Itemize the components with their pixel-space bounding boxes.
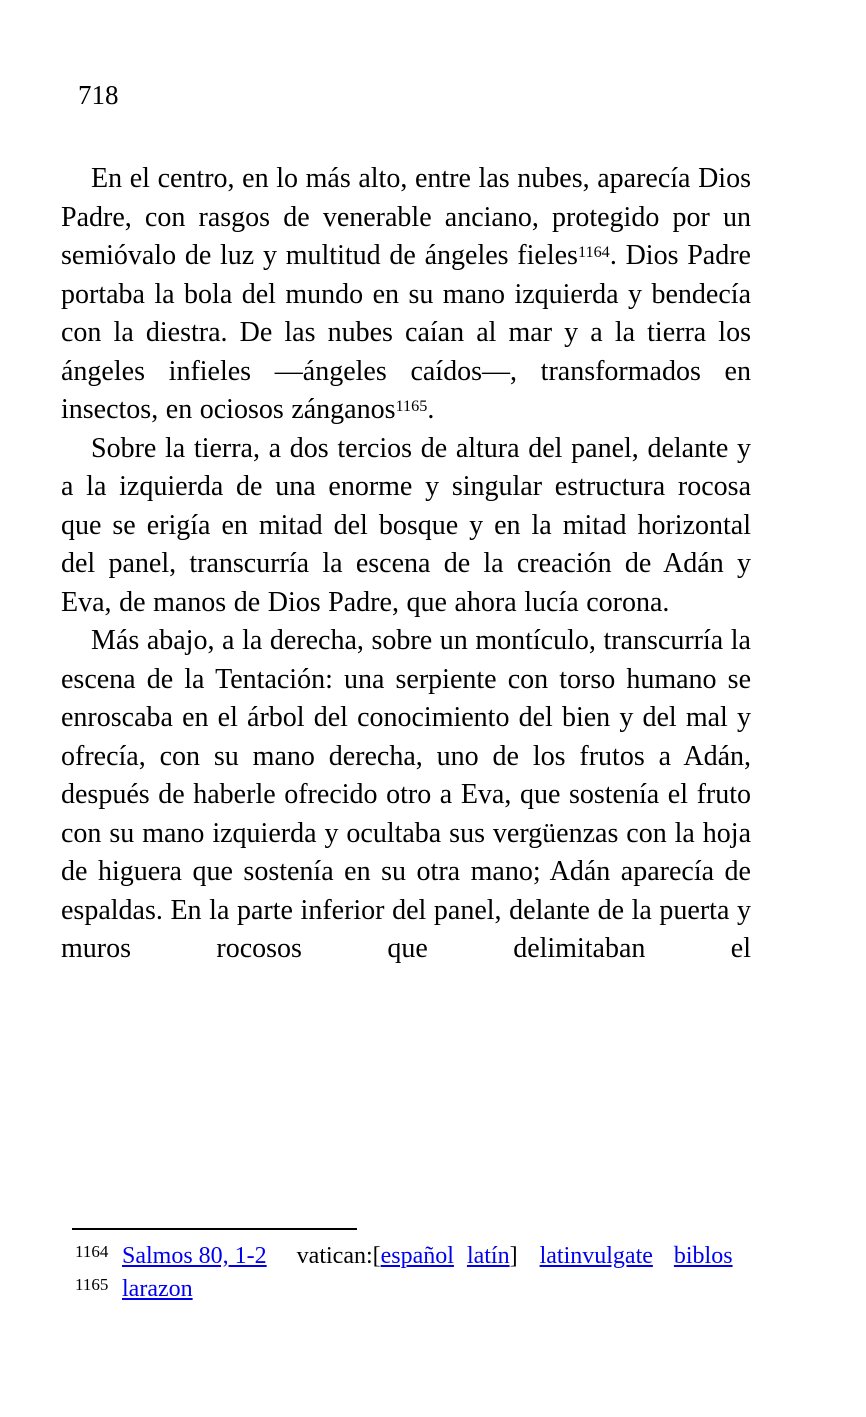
- link-espanol[interactable]: español: [380, 1243, 454, 1269]
- paragraph-1-segment-c: .: [427, 394, 435, 425]
- link-latinvulgate[interactable]: latinvulgate: [539, 1243, 653, 1269]
- paragraph-1-segment-b: . Dios Padre portaba la bola del mundo en su mano izquierda y bendecía con la diestra. De las nubes caían al mar y a la tierra los ángeles infieles —ángeles caídos—, transformados en insectos, en ociosos zánganos: [61, 240, 751, 425]
- footnote-ref-1165: 1165: [395, 396, 428, 415]
- link-larazon[interactable]: larazon: [122, 1276, 193, 1302]
- paragraph-1-segment-a: En el centro, en lo más alto, entre las nubes, aparecía Dios Padre, con rasgos de venerable anciano, protegido por un semióvalo de luz y multitud de ángeles fieles: [61, 163, 751, 271]
- page-number: 718: [78, 80, 119, 110]
- paragraph-1: [61, 160, 751, 430]
- paragraph-3: Más abajo, a la derecha, sobre un montículo, transcurría la escena de la Tentación: una serpiente con torso humano se enroscaba en el árbol del conocimiento del bien y del mal y ofrecía, con su mano derecha, uno de los frutos a Adán, después de haberle ofrecido otro a Eva, que sostenía el fruto con su mano izquierda y ocultaba sus vergüenzas con la hoja de higuera que sostenía en su otra mano; Adán aparecía de espaldas. En la parte inferior del panel, delante de la puerta y muros rocosos que delimitaban el: [61, 625, 751, 964]
- footnote-number-1165: 1165: [75, 1275, 109, 1294]
- footnote-1165: [61, 1273, 751, 1306]
- bracket-close-label: ]: [509, 1243, 518, 1269]
- footnote-separator: [72, 1228, 357, 1230]
- footnote-area: [61, 1200, 751, 1417]
- paragraph-2: Sobre la tierra, a dos tercios de altura del panel, delante y a la izquierda de una enorme y singular estructura rocosa que se erigía en mitad del bosque y en la mitad horizontal del panel, transcurría la escena de la creación de Adán y Eva, de manos de Dios Padre, que ahora lucía corona.: [61, 432, 751, 618]
- footnote-number-1164: 1164: [75, 1242, 109, 1261]
- link-latin[interactable]: latín: [466, 1243, 510, 1269]
- vatican-label: vatican:[: [296, 1243, 381, 1269]
- link-salmos-80-1-2[interactable]: Salmos 80, 1-2: [122, 1243, 267, 1269]
- footnote-content-1165: [122, 1273, 751, 1306]
- footnote-ref-1164: 1164: [577, 242, 610, 261]
- footnote-content-1164: [122, 1240, 751, 1273]
- footnote-1164: [61, 1240, 751, 1273]
- link-biblos[interactable]: biblos: [673, 1243, 733, 1269]
- body-text: [61, 160, 751, 969]
